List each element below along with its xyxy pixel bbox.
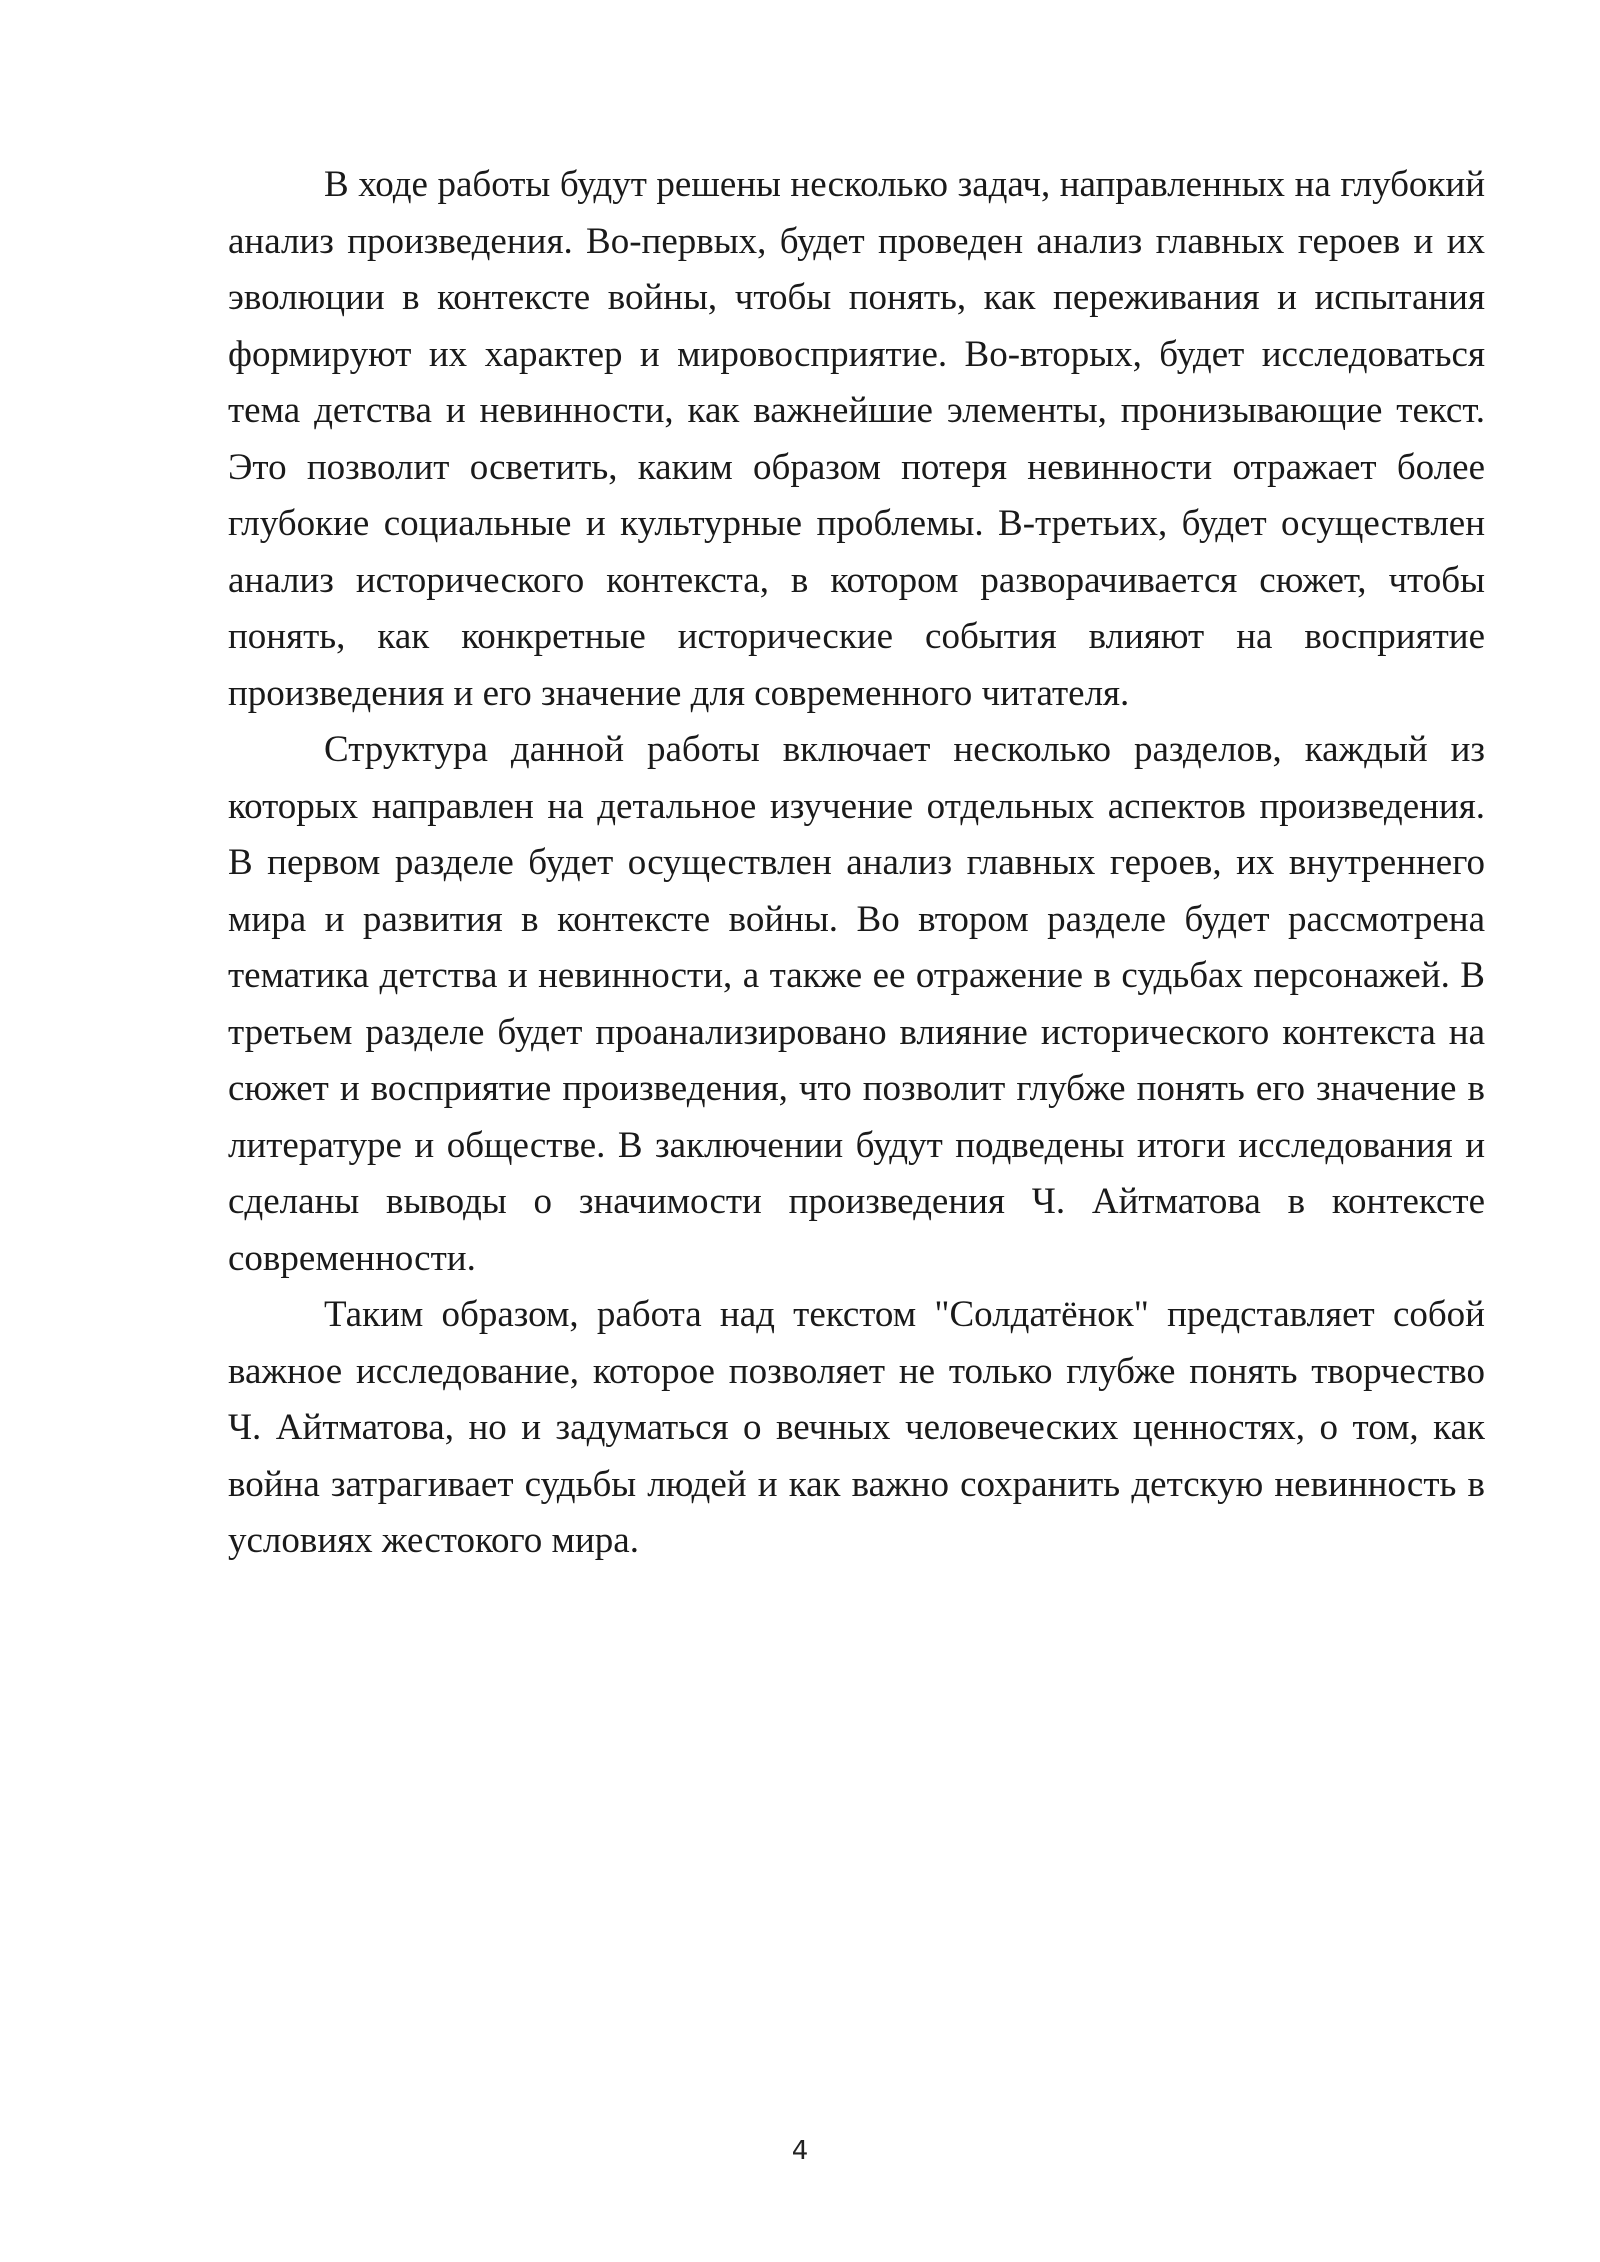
page-number: 4 [791,2136,809,2166]
body-text [228,157,1485,1570]
paragraph-structure: Структура данной работы включает несколько разделов, каждый из которых направлен на детальное изучение отдельных аспектов произведения. В первом разделе будет осуществлен анализ главных героев, их внутреннего мира и развития в контексте войны. Во втором разделе будет рассмотрена тематика детства и невинности, а также ее отражение в судьбах персонажей. В третьем разделе будет проанализировано влияние исторического контекста на сюжет и восприятие произведения, что позволит глубже понять его значение в литературе и обществе. В заключении будут подведены итоги исследования и сделаны выводы о значимости произведения Ч. Айтматова в контексте современности. [228,729,1485,1279]
paragraph-conclusion: Таким образом, работа над текстом "Солдатёнок" представляет собой важное исследование, которое позволяет не только глубже понять творчество Ч. Айтматова, но и задуматься о вечных человеческих ценностях, о том, как война затрагивает судьбы людей и как важно сохранить детскую невинность в условиях жестокого мира. [228,1294,1485,1561]
paragraph-tasks: В ходе работы будут решены несколько задач, направленных на глубокий анализ произведения. Во-первых, будет проведен анализ главных героев и их эволюции в контексте войны, чтобы понять, как переживания и испытания формируют их характер и мировосприятие. Во-вторых, будет исследоваться тема детства и невинности, как важнейшие элементы, пронизывающие текст. Это позволит осветить, каким образом потеря невинности отражает более глубокие социальные и культурные проблемы. В-третьих, будет осуществлен анализ исторического контекста, в котором разворачивается сюжет, чтобы понять, как конкретные исторические события влияют на восприятие произведения и его значение для современного читателя. [228,164,1485,714]
